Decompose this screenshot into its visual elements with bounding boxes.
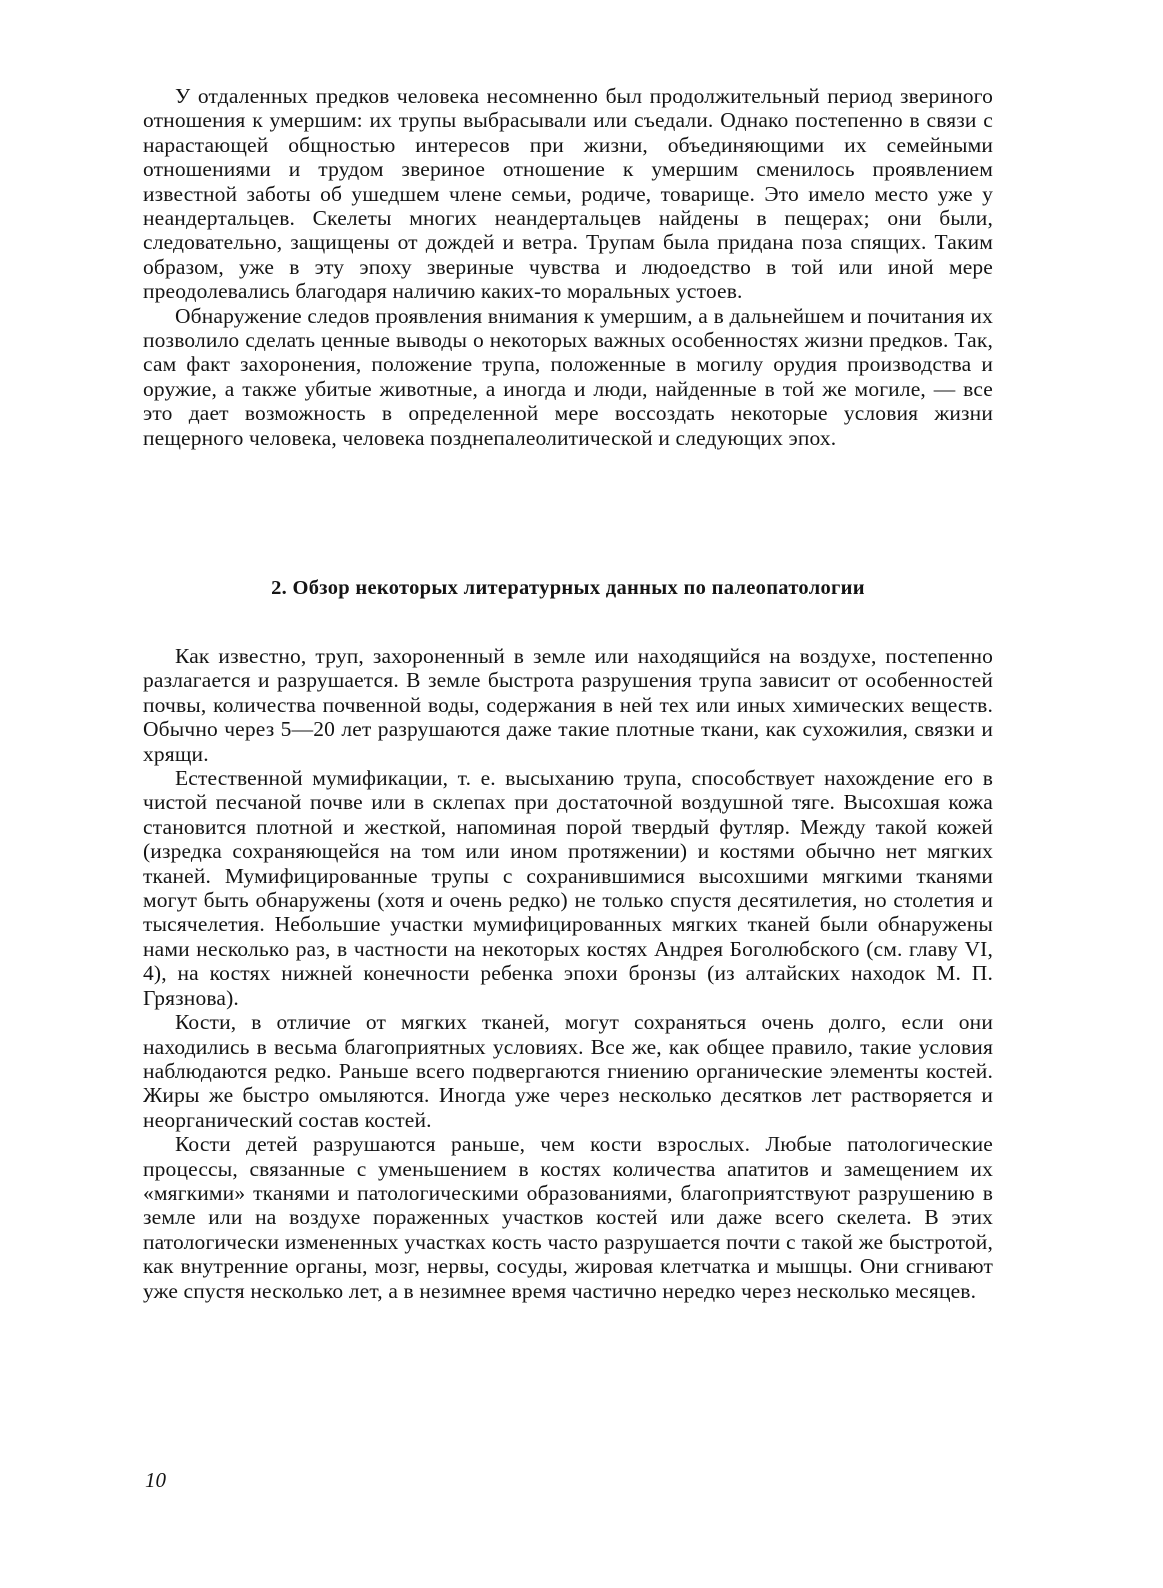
paragraph: Естественной мумификации, т. е. высыханию трупа, способствует нахождение его в чистой песчаной почве или в склепах при достаточной воздушной тяге. Высохшая кожа становится плотной и жесткой, напоминая порой твердый футляр. Между такой кожей (изредка сохраняющейся на том или ином протяжении) и костями обычно нет мягких тканей. Мумифицированные трупы с сохранившимися высохшими мягкими тканями могут быть обнаружены (хотя и очень редко) не только спустя десятилетия, но столетия и тысячелетия. Небольшие участки мумифицированных мягких тканей были обнаружены нами несколько раз, в частности на некоторых костях Андрея Боголюбского (см. главу VI, 4), на костях нижней конечности ребенка эпохи бронзы (из алтайских находок М. П. Грязнова). <box>143 766 993 1010</box>
paragraph: Кости, в отличие от мягких тканей, могут сохраняться очень долго, если они находились в весьма благоприятных условиях. Все же, как общее правило, такие условия наблюдаются редко. Раньше всего подвергаются гниению органические элементы костей. Жиры же быстро омыляются. Иногда уже через несколько десятков лет растворяется и неорганический состав костей. <box>143 1010 993 1132</box>
page-number: 10 <box>145 1468 166 1492</box>
intro-text-block <box>143 84 993 450</box>
paragraph: Обнаружение следов проявления внимания к умершим, а в дальнейшем и почитания их позволило сделать ценные выводы о некоторых важных особенностях жизни предков. Так, сам факт захоронения, положение трупа, положенные в могилу орудия производства и оружие, а также убитые животные, а иногда и люди, найденные в той же могиле, — все это дает возможность в определенной мере воссоздать некоторые условия жизни пещерного человека, человека позднепалеолитической и следующих эпох. <box>143 303 993 450</box>
paragraph: Кости детей разрушаются раньше, чем кости взрослых. Любые патологические процессы, связанные с уменьшением в костях количества апатитов и замещением их «мягкими» тканями и патологическими образованиями, благоприятствуют разрушению в земле или на воздухе пораженных участков костей или даже всего скелета. В этих патологически измененных участках кость часто разрушается почти с такой же быстротой, как внутренние органы, мозг, нервы, сосуды, жировая клетчатка и мышцы. Они сгнивают уже спустя несколько лет, а в незимнее время частично нередко через несколько месяцев. <box>143 1132 993 1303</box>
paragraph: Как известно, труп, захороненный в земле или находящийся на воздухе, постепенно разлагается и разрушается. В земле быстрота разрушения трупа зависит от особенностей почвы, количества почвенной воды, содержания в ней тех или иных химических веществ. Обычно через 5—20 лет разрушаются даже такие плотные ткани, как сухожилия, связки и хрящи. <box>143 644 993 766</box>
section-text-block <box>143 644 993 1303</box>
section-heading: 2. Обзор некоторых литературных данных по палеопатологии <box>271 577 865 599</box>
paragraph: У отдаленных предков человека несомненно был продолжительный период звериного отношения к умершим: их трупы выбрасывали или съедали. Однако постепенно в связи с нарастающей общностью интересов при жизни, объединяющими их семейными отношениями и трудом звериное отношение к умершим сменилось проявлением известной заботы об ушедшем члене семьи, родиче, товарище. Это имело место уже у неандертальцев. Скелеты многих неандертальцев найдены в пещерах; они были, следовательно, защищены от дождей и ветра. Трупам была придана поза спящих. Таким образом, уже в эту эпоху звериные чувства и людоедство в той или иной мере преодолевались благодаря наличию каких-то моральных устоев. <box>143 84 993 304</box>
